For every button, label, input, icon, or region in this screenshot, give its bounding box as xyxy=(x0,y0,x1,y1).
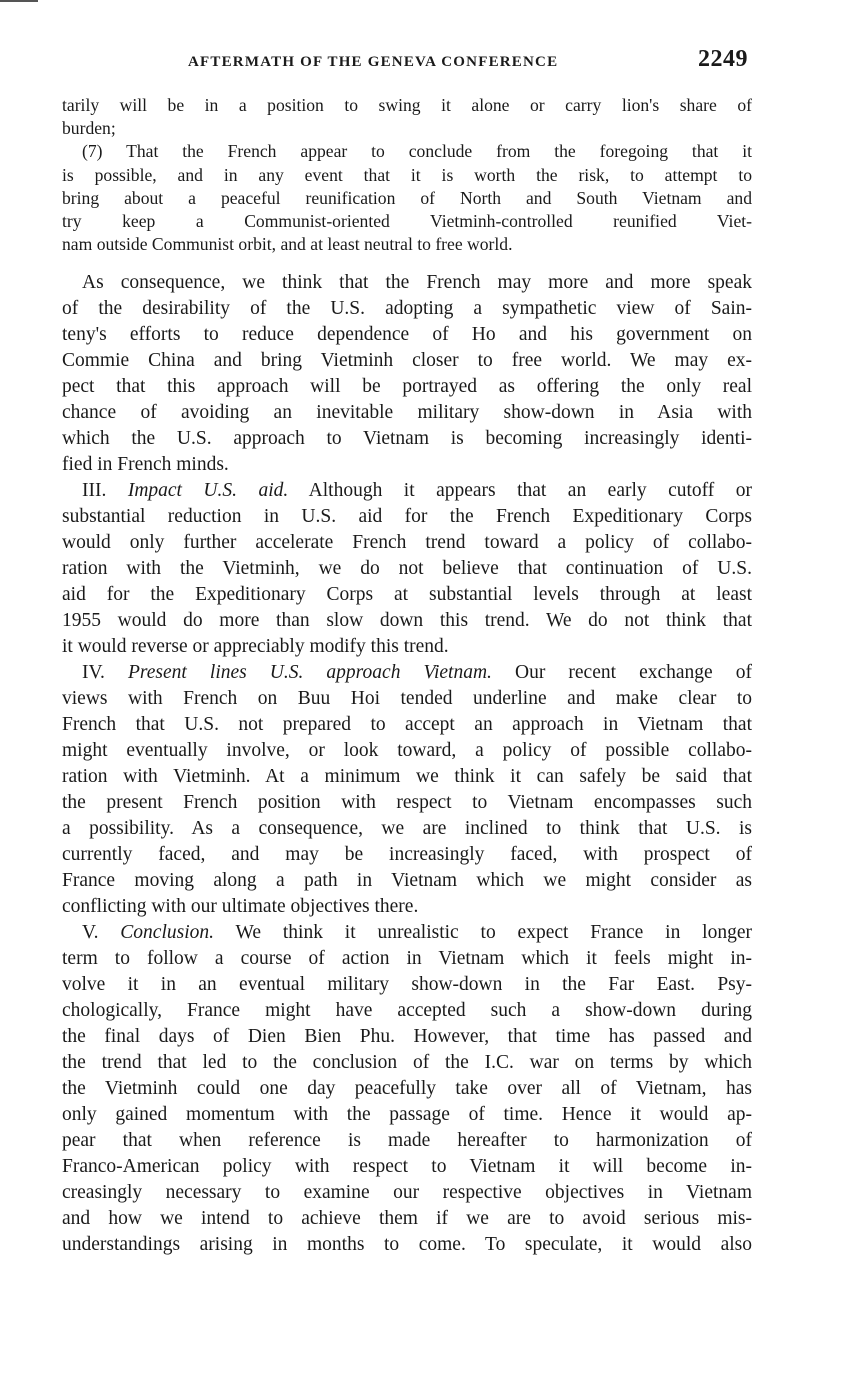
text-line: As consequence, we think that the French may more and more speak xyxy=(82,272,752,294)
text-line: fied in French minds. xyxy=(62,454,229,476)
section-text: Although it appears that an early cutoff or xyxy=(308,480,753,502)
text-line: Commie China and bring Vietminh closer to free world. We may ex- xyxy=(62,350,752,372)
text-line: the final days of Dien Bien Phu. However, that time has passed and xyxy=(62,1026,752,1048)
text-line: understandings arising in months to come. To speculate, it would also xyxy=(62,1234,752,1256)
consequence-paragraph xyxy=(62,270,752,478)
section-numeral: IV. xyxy=(82,662,105,684)
section-first-line xyxy=(62,660,752,686)
section-heading: Impact U.S. aid. xyxy=(127,480,289,502)
text-line: chologically, France might have accepted such a show-down during xyxy=(62,1000,752,1022)
text-line: nam outside Communist orbit, and at least neutral to free world. xyxy=(62,234,513,255)
text-line: chance of avoiding an inevitable military show-down in Asia with xyxy=(62,402,752,424)
text-line: the Vietminh could one day peacefully take over all of Vietnam, has xyxy=(62,1078,752,1100)
section-first-line xyxy=(62,920,752,946)
item-7-paragraph xyxy=(62,140,752,256)
text-line: only gained momentum with the passage of time. Hence it would ap- xyxy=(62,1104,752,1126)
text-line: is possible, and in any event that it is worth the risk, to attempt to xyxy=(62,164,752,185)
text-line: and how we intend to achieve them if we are to avoid serious mis- xyxy=(62,1208,752,1230)
text-line: it would reverse or appreciably modify this trend. xyxy=(62,636,449,658)
text-line: 1955 would do more than slow down this trend. We do not think that xyxy=(62,610,752,632)
page-number: 2249 xyxy=(698,46,748,72)
text-line: substantial reduction in U.S. aid for the French Expeditionary Corps xyxy=(62,506,752,528)
text-line: a possibility. As a consequence, we are inclined to think that U.S. is xyxy=(62,818,752,840)
body-text xyxy=(62,94,752,1258)
section-numeral: III. xyxy=(82,480,107,502)
text-line: the trend that led to the conclusion of the I.C. war on terms by which xyxy=(62,1052,752,1074)
text-line: tarily will be in a position to swing it alone or carry lion's share of xyxy=(62,95,752,115)
text-line: pect that this approach will be portrayed as offering the only real xyxy=(62,376,752,398)
page-header xyxy=(60,46,750,80)
item-6-continuation xyxy=(62,94,752,140)
text-line: conflicting with our ultimate objectives there. xyxy=(62,896,419,918)
text-line: (7) That the French appear to conclude from the foregoing that it xyxy=(82,141,752,162)
section-iv-present-lines xyxy=(62,660,752,920)
text-line: ration with Vietminh. At a minimum we think it can safely be said that xyxy=(62,766,752,788)
section-iii-impact-us-aid xyxy=(62,478,752,660)
text-line: might eventually involve, or look toward, a policy of possible collabo- xyxy=(62,740,752,762)
text-line: burden; xyxy=(62,118,116,139)
text-line: France moving along a path in Vietnam which we might consider as xyxy=(62,870,752,892)
top-rule xyxy=(0,0,38,2)
section-numeral: V. xyxy=(82,922,99,944)
text-line: currently faced, and may be increasingly faced, with prospect of xyxy=(62,844,752,866)
text-line: bring about a peaceful reunification of North and South Vietnam and xyxy=(62,187,752,208)
text-line: term to follow a course of action in Vietnam which it feels might in- xyxy=(62,948,752,970)
text-line: French that U.S. not prepared to accept an approach in Vietnam that xyxy=(62,714,752,736)
paragraph-gap xyxy=(62,256,752,270)
text-line: views with French on Buu Hoi tended underline and make clear to xyxy=(62,688,752,710)
text-line: of the desirability of the U.S. adopting a sympathetic view of Sain- xyxy=(62,298,752,320)
text-line: Franco-American policy with respect to Vietnam it will become in- xyxy=(62,1156,752,1178)
text-line: ration with the Vietminh, we do not believe that continuation of U.S. xyxy=(62,558,752,580)
text-line: aid for the Expeditionary Corps at substantial levels through at least xyxy=(62,584,752,606)
section-text: Our recent exchange of xyxy=(515,662,752,684)
text-line: volve it in an eventual military show-down in the Far East. Psy- xyxy=(62,974,752,996)
text-line: teny's efforts to reduce dependence of Ho and his government on xyxy=(62,324,752,346)
text-line: pear that when reference is made hereafter to harmonization of xyxy=(62,1130,752,1152)
section-first-line xyxy=(62,478,752,504)
section-v-conclusion xyxy=(62,920,752,1258)
text-line: which the U.S. approach to Vietnam is becoming increasingly identi- xyxy=(62,428,752,450)
running-head: AFTERMATH OF THE GENEVA CONFERENCE xyxy=(188,54,559,70)
section-heading: Present lines U.S. approach Vietnam. xyxy=(128,662,492,684)
text-line: the present French position with respect to Vietnam encompasses such xyxy=(62,792,752,814)
section-text: We think it unrealistic to expect France in longer xyxy=(235,922,752,944)
text-line: creasingly necessary to examine our respective objectives in Vietnam xyxy=(62,1182,752,1204)
text-line: would only further accelerate French trend toward a policy of collabo- xyxy=(62,532,752,554)
text-line: try keep a Communist-oriented Vietminh-controlled reunified Viet- xyxy=(62,210,752,231)
section-heading: Conclusion. xyxy=(120,922,215,944)
